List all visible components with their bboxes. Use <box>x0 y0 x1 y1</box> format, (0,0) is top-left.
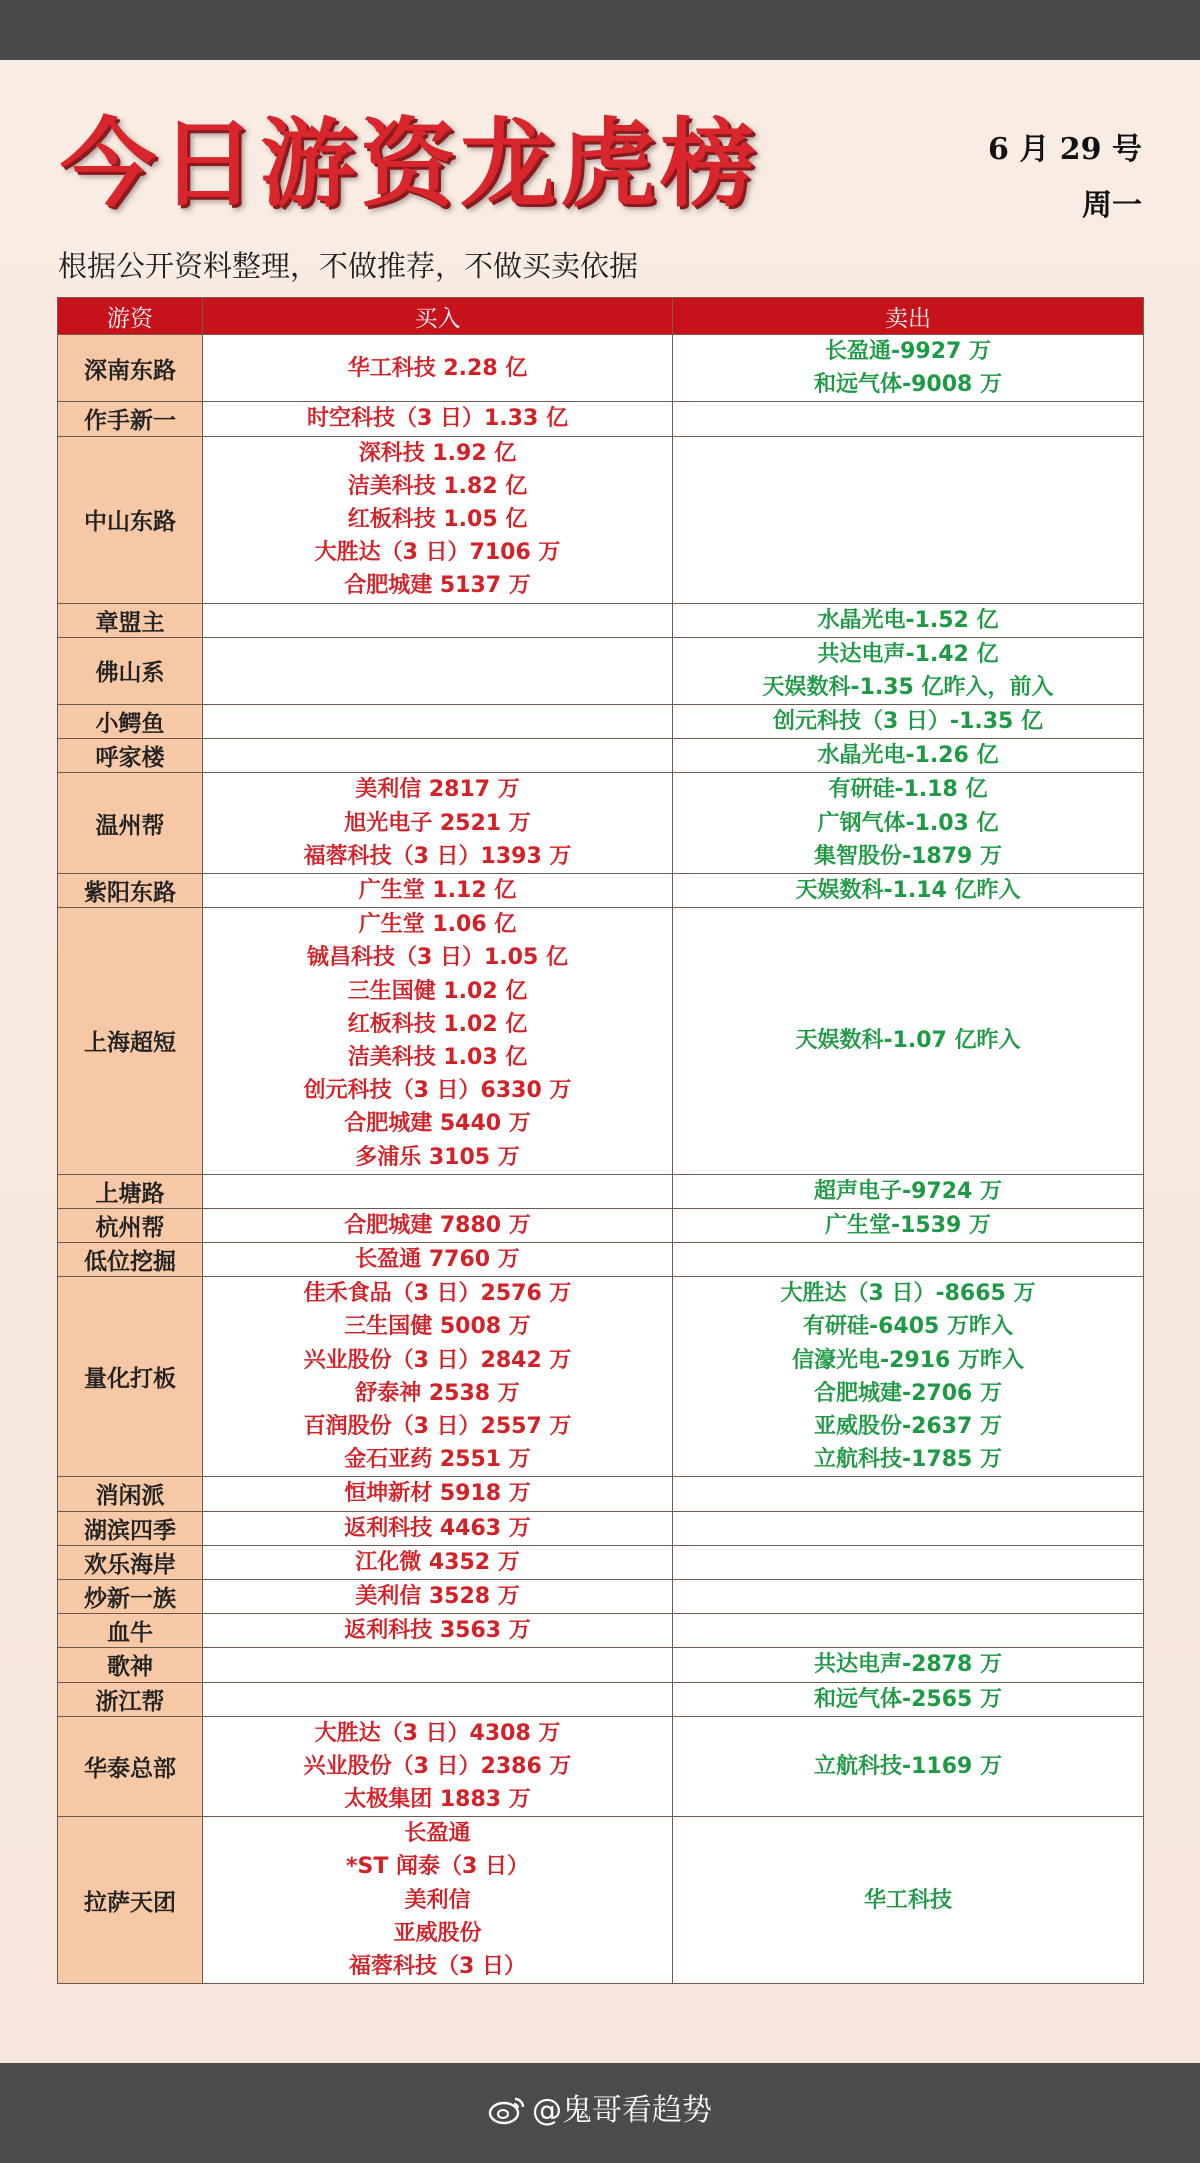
table-header-row <box>58 298 1144 335</box>
buy-entry: 美利信 3528 万 <box>355 1583 520 1609</box>
sell-cell <box>673 908 1144 1175</box>
table-row <box>58 1208 1144 1242</box>
date-text: 6 月 29 号 <box>988 132 1142 167</box>
sell-entry: 大胜达（3 日）-8665 万 <box>780 1281 1036 1307</box>
sell-cell <box>673 1716 1144 1817</box>
table-body <box>58 335 1144 1984</box>
date-block <box>988 122 1142 234</box>
buy-entry: 三生国健 5008 万 <box>344 1314 531 1340</box>
sell-entry: 水晶光电-1.26 亿 <box>817 743 999 769</box>
table-row <box>58 874 1144 908</box>
sell-entry: 和远气体-2565 万 <box>813 1686 1003 1712</box>
sell-entry: 超声电子-9724 万 <box>813 1178 1003 1204</box>
trader-name-cell: 章盟主 <box>58 603 203 637</box>
buy-cell <box>203 1174 673 1208</box>
trader-name-cell: 拉萨天团 <box>58 1817 203 1984</box>
buy-cell <box>203 402 673 436</box>
buy-entry: 大胜达（3 日）7106 万 <box>314 540 561 566</box>
buy-entry: 兴业股份（3 日）2842 万 <box>303 1347 572 1373</box>
sell-cell <box>673 1277 1144 1477</box>
trader-name-cell: 消闲派 <box>58 1477 203 1511</box>
buy-entry: 深科技 1.92 亿 <box>358 440 517 466</box>
trader-name-cell: 欢乐海岸 <box>58 1545 203 1579</box>
table-row <box>58 1817 1144 1984</box>
buy-cell <box>203 1579 673 1613</box>
buy-cell <box>203 874 673 908</box>
buy-entry: 返利科技 3563 万 <box>344 1618 531 1644</box>
table-row <box>58 739 1144 773</box>
buy-entry: 长盈通 7760 万 <box>355 1247 520 1273</box>
buy-entry: 多浦乐 3105 万 <box>355 1144 520 1170</box>
sell-entry: 立航科技-1169 万 <box>813 1753 1003 1779</box>
sell-cell <box>673 1511 1144 1545</box>
sell-cell <box>673 1477 1144 1511</box>
sell-cell <box>673 1545 1144 1579</box>
buy-entry: 金石亚药 2551 万 <box>344 1447 531 1473</box>
buy-entry: 返利科技 4463 万 <box>344 1515 531 1541</box>
sell-entry: 集智股份-1879 万 <box>813 843 1003 869</box>
trader-name-cell: 中山东路 <box>58 436 203 603</box>
buy-cell <box>203 773 673 874</box>
page-title: 今日游资龙虎榜 <box>60 107 760 220</box>
buy-entry: 兴业股份（3 日）2386 万 <box>303 1753 572 1779</box>
trader-name-cell: 上塘路 <box>58 1174 203 1208</box>
buy-entry: 亚威股份 <box>393 1920 482 1946</box>
buy-cell <box>203 1614 673 1648</box>
buy-cell <box>203 1682 673 1716</box>
trader-name-cell: 炒新一族 <box>58 1579 203 1613</box>
buy-entry: 恒坤新材 5918 万 <box>344 1481 531 1507</box>
trader-name-cell: 佛山系 <box>58 637 203 704</box>
sell-entry: 天娱数科-1.35 亿昨入，前入 <box>762 674 1054 700</box>
trader-name-cell: 低位挖掘 <box>58 1243 203 1277</box>
buy-cell <box>203 705 673 739</box>
trader-name-cell: 湖滨四季 <box>58 1511 203 1545</box>
buy-entry: 红板科技 1.02 亿 <box>347 1011 528 1037</box>
table-row <box>58 705 1144 739</box>
trader-name-cell: 华泰总部 <box>58 1716 203 1817</box>
buy-cell <box>203 739 673 773</box>
sell-entry: 信濠光电-2916 万昨入 <box>791 1347 1025 1373</box>
watermark-text: @鬼哥看趋势 <box>532 2093 712 2128</box>
sell-entry: 创元科技（3 日）-1.35 亿 <box>772 709 1044 735</box>
trader-name-cell: 深南东路 <box>58 335 203 402</box>
sell-cell <box>673 1174 1144 1208</box>
table-row <box>58 603 1144 637</box>
buy-cell <box>203 1277 673 1477</box>
top-bar <box>0 0 1200 60</box>
sell-cell <box>673 705 1144 739</box>
trader-name-cell: 杭州帮 <box>58 1208 203 1242</box>
disclaimer-subtitle: 根据公开资料整理，不做推荐，不做买卖依据 <box>58 249 639 283</box>
sell-cell <box>673 1682 1144 1716</box>
sell-cell <box>673 1579 1144 1613</box>
sell-cell <box>673 335 1144 402</box>
table-row <box>58 1277 1144 1477</box>
buy-cell <box>203 1477 673 1511</box>
buy-entry: 长盈通 <box>404 1821 471 1847</box>
buy-entry: 洁美科技 1.82 亿 <box>347 473 528 499</box>
table-row <box>58 1511 1144 1545</box>
buy-entry: 合肥城建 5137 万 <box>344 573 531 599</box>
sell-cell <box>673 1208 1144 1242</box>
trader-name-cell: 呼家楼 <box>58 739 203 773</box>
buy-entry: 旭光电子 2521 万 <box>344 810 531 836</box>
sell-cell <box>673 1648 1144 1682</box>
trader-name-cell: 量化打板 <box>58 1277 203 1477</box>
table-row <box>58 908 1144 1175</box>
sell-entry: 广钢气体-1.03 亿 <box>817 810 999 836</box>
trader-name-cell: 作手新一 <box>58 402 203 436</box>
buy-entry: 太极集团 1883 万 <box>344 1787 531 1813</box>
weekday-text: 周一 <box>1082 188 1142 223</box>
trader-name-cell: 温州帮 <box>58 773 203 874</box>
weibo-watermark <box>0 2085 1200 2129</box>
trader-name-cell: 上海超短 <box>58 908 203 1175</box>
buy-cell <box>203 1716 673 1817</box>
buy-cell <box>203 335 673 402</box>
sell-entry: 天娱数科-1.07 亿昨入 <box>795 1028 1021 1054</box>
buy-entry: 创元科技（3 日）6330 万 <box>303 1078 572 1104</box>
table-row <box>58 335 1144 402</box>
sell-entry: 水晶光电-1.52 亿 <box>817 607 999 633</box>
buy-entry: 江化微 4352 万 <box>355 1549 520 1575</box>
trader-name-cell: 歌神 <box>58 1648 203 1682</box>
buy-entry: 华工科技 2.28 亿 <box>347 355 528 381</box>
sell-cell <box>673 637 1144 704</box>
table-row <box>58 1648 1144 1682</box>
header-buy: 买入 <box>203 298 673 335</box>
buy-cell <box>203 1545 673 1579</box>
buy-entry: 广生堂 1.12 亿 <box>358 878 517 903</box>
sell-cell <box>673 773 1144 874</box>
buy-entry: 福蓉科技（3 日） <box>349 1954 526 1979</box>
buy-entry: 大胜达（3 日）4308 万 <box>314 1720 561 1746</box>
buy-cell <box>203 603 673 637</box>
trader-name-cell: 血牛 <box>58 1614 203 1648</box>
weibo-icon <box>488 2095 526 2125</box>
sell-cell <box>673 402 1144 436</box>
table-row <box>58 1243 1144 1277</box>
buy-cell <box>203 1817 673 1984</box>
table-row <box>58 1614 1144 1648</box>
buy-entry: 合肥城建 5440 万 <box>344 1111 531 1137</box>
buy-entry: 三生国健 1.02 亿 <box>347 978 528 1004</box>
table-row <box>58 773 1144 874</box>
table-row <box>58 1174 1144 1208</box>
buy-entry: *ST 闻泰（3 日） <box>346 1854 529 1880</box>
sell-entry: 天娱数科-1.14 亿昨入 <box>795 878 1021 903</box>
sell-entry: 广生堂-1539 万 <box>824 1212 992 1238</box>
buy-entry: 时空科技（3 日）1.33 亿 <box>307 406 568 432</box>
sell-entry: 有研硅-6405 万昨入 <box>802 1314 1014 1340</box>
buy-entry: 红板科技 1.05 亿 <box>347 506 528 532</box>
sell-cell <box>673 1817 1144 1984</box>
dragon-tiger-table <box>57 297 1144 1984</box>
buy-entry: 佳禾食品（3 日）2576 万 <box>303 1281 572 1307</box>
sell-cell <box>673 1614 1144 1648</box>
trader-name-cell: 浙江帮 <box>58 1682 203 1716</box>
table-row <box>58 1716 1144 1817</box>
buy-entry: 洁美科技 1.03 亿 <box>347 1044 528 1070</box>
table-row <box>58 1682 1144 1716</box>
sell-entry: 合肥城建-2706 万 <box>813 1380 1003 1406</box>
buy-entry: 福蓉科技（3 日）1393 万 <box>303 843 572 869</box>
sell-entry: 华工科技 <box>863 1887 952 1913</box>
table-row <box>58 1545 1144 1579</box>
sell-cell <box>673 739 1144 773</box>
buy-entry: 合肥城建 7880 万 <box>344 1212 531 1238</box>
sell-cell <box>673 436 1144 603</box>
table-row <box>58 436 1144 603</box>
sell-cell <box>673 1243 1144 1277</box>
sell-entry: 立航科技-1785 万 <box>813 1447 1003 1473</box>
table-row <box>58 1579 1144 1613</box>
table-row <box>58 402 1144 436</box>
buy-entry: 舒泰神 2538 万 <box>355 1380 520 1406</box>
table-row <box>58 1477 1144 1511</box>
buy-entry: 广生堂 1.06 亿 <box>358 912 517 938</box>
header-trader: 游资 <box>58 298 203 335</box>
sell-entry: 有研硅-1.18 亿 <box>828 777 988 803</box>
sell-entry: 和远气体-9008 万 <box>813 372 1003 398</box>
buy-cell <box>203 1648 673 1682</box>
buy-cell <box>203 1243 673 1277</box>
trader-name-cell: 紫阳东路 <box>58 874 203 908</box>
sell-entry: 长盈通-9927 万 <box>824 339 992 364</box>
buy-cell <box>203 1511 673 1545</box>
buy-cell <box>203 1208 673 1242</box>
buy-cell <box>203 908 673 1175</box>
sell-entry: 共达电声-2878 万 <box>813 1652 1003 1678</box>
buy-cell <box>203 637 673 704</box>
sell-cell <box>673 603 1144 637</box>
buy-cell <box>203 436 673 603</box>
buy-entry: 铖昌科技（3 日）1.05 亿 <box>307 945 568 971</box>
buy-entry: 美利信 <box>404 1887 471 1913</box>
trader-name-cell: 小鳄鱼 <box>58 705 203 739</box>
sell-entry: 共达电声-1.42 亿 <box>817 641 999 667</box>
header-sell: 卖出 <box>673 298 1144 335</box>
table-row <box>58 637 1144 704</box>
buy-entry: 百润股份（3 日）2557 万 <box>303 1414 572 1439</box>
buy-entry: 美利信 2817 万 <box>355 777 520 803</box>
sell-entry: 亚威股份-2637 万 <box>813 1414 1003 1439</box>
sell-cell <box>673 874 1144 908</box>
